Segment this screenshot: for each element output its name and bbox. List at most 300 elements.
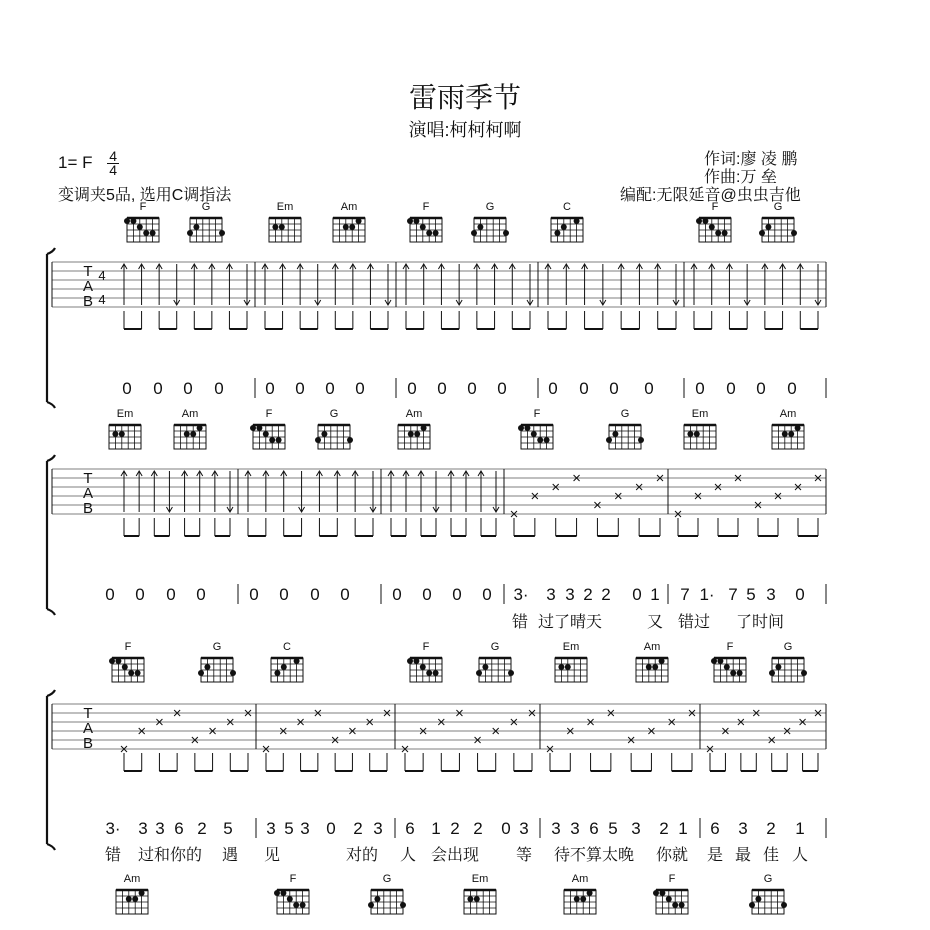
score-system xyxy=(47,408,826,631)
lyric-text: 错 xyxy=(511,614,529,631)
chord-name: G xyxy=(485,201,495,213)
chord-name: G xyxy=(783,641,793,653)
chord-finger-dot xyxy=(474,896,480,902)
chord-finger-dot xyxy=(198,670,204,676)
chord-finger-dot xyxy=(374,896,380,902)
jianpu-note: 3 xyxy=(565,585,575,604)
system-bracket xyxy=(47,690,55,850)
lyric-text: 对的 xyxy=(345,847,379,864)
chord-diagram xyxy=(759,201,797,242)
chord-finger-dot xyxy=(132,896,138,902)
chord-finger-dot xyxy=(128,670,134,676)
composer-credit: 作曲:万 垒 xyxy=(704,169,777,186)
chord-finger-dot xyxy=(349,224,355,230)
jianpu-note: 0 xyxy=(437,379,447,398)
chord-finger-dot xyxy=(477,224,483,230)
jianpu-note: 0 xyxy=(295,379,305,398)
jianpu-note: 0 xyxy=(153,379,163,398)
chord-finger-dot xyxy=(666,896,672,902)
chord-finger-dot xyxy=(476,670,482,676)
chord-finger-dot xyxy=(256,425,262,431)
chord-finger-dot xyxy=(574,896,580,902)
lyric-text: 了时间 xyxy=(735,614,785,631)
chord-diagram xyxy=(684,408,716,449)
chord-finger-dot xyxy=(184,431,190,437)
jianpu-note: 0 xyxy=(265,379,275,398)
score-system xyxy=(47,641,826,864)
chord-name: F xyxy=(124,641,132,653)
chord-name: F xyxy=(139,201,147,213)
chord-finger-dot xyxy=(269,437,275,443)
chord-diagram xyxy=(398,408,430,449)
jianpu-note: 3 xyxy=(519,819,529,838)
chord-finger-dot xyxy=(280,890,286,896)
chord-finger-dot xyxy=(109,658,115,664)
chord-name: F xyxy=(422,201,430,213)
chord-finger-dot xyxy=(638,437,644,443)
lyric-text: 人 xyxy=(399,847,417,864)
chord-finger-dot xyxy=(122,664,128,670)
jianpu-note: 0 xyxy=(166,585,176,604)
chord-diagram xyxy=(471,201,509,242)
jianpu-note: 0 xyxy=(726,379,736,398)
chord-diagram xyxy=(407,201,442,242)
jianpu-note: 0 xyxy=(135,585,145,604)
jianpu-note: 0 xyxy=(467,379,477,398)
chord-name: F xyxy=(422,641,430,653)
chord-finger-dot xyxy=(112,431,118,437)
chord-diagram xyxy=(198,641,236,682)
chord-diagram xyxy=(109,641,144,682)
jianpu-note: 5 xyxy=(746,585,756,604)
jianpu-note: 0 xyxy=(355,379,365,398)
lyric-text: 待不算太晚 xyxy=(553,847,635,864)
chord-finger-dot xyxy=(294,658,300,664)
chord-finger-dot xyxy=(281,664,287,670)
time-sig-top: 4 xyxy=(109,148,118,164)
chord-finger-dot xyxy=(696,218,702,224)
chord-finger-dot xyxy=(190,431,196,437)
tab-clef-letter: T xyxy=(83,263,93,280)
chord-finger-dot xyxy=(467,896,473,902)
chord-finger-dot xyxy=(143,230,149,236)
chord-finger-dot xyxy=(788,431,794,437)
jianpu-note: 3· xyxy=(105,819,121,838)
chord-finger-dot xyxy=(531,431,537,437)
chord-finger-dot xyxy=(544,437,550,443)
jianpu-note: 0 xyxy=(183,379,193,398)
jianpu-note: 1 xyxy=(650,585,660,604)
chord-finger-dot xyxy=(219,230,225,236)
jianpu-note: 3 xyxy=(546,585,556,604)
lyric-text: 过和你的 xyxy=(137,847,203,864)
chord-finger-dot xyxy=(606,437,612,443)
chord-name: Em xyxy=(471,873,489,885)
chord-name: G xyxy=(773,201,783,213)
chord-finger-dot xyxy=(321,431,327,437)
lyric-text: 错 xyxy=(104,847,122,864)
tab-clef-letter: A xyxy=(82,485,94,502)
score-system xyxy=(116,873,787,914)
arranger-credit: 编配:无限延音@虫虫吉他 xyxy=(620,187,801,204)
chord-name: C xyxy=(283,641,291,653)
jianpu-note: 5 xyxy=(608,819,618,838)
chord-finger-dot xyxy=(765,224,771,230)
chord-finger-dot xyxy=(420,224,426,230)
jianpu-note: 3 xyxy=(155,819,165,838)
chord-name: G xyxy=(763,873,773,885)
chord-name: Am xyxy=(340,201,358,213)
chord-finger-dot xyxy=(612,431,618,437)
jianpu-note: 0 xyxy=(214,379,224,398)
chord-finger-dot xyxy=(135,670,141,676)
lyric-text: 等 xyxy=(515,847,533,864)
lyric-text: 错过 xyxy=(677,614,711,631)
chord-finger-dot xyxy=(580,896,586,902)
jianpu-note: 0 xyxy=(795,585,805,604)
chord-finger-dot xyxy=(413,218,419,224)
chord-diagram xyxy=(606,408,644,449)
chord-finger-dot xyxy=(482,664,488,670)
chord-finger-dot xyxy=(414,431,420,437)
jianpu-note: 0 xyxy=(756,379,766,398)
jianpu-note: 3 xyxy=(766,585,776,604)
chord-diagram xyxy=(174,408,206,449)
chord-diagram xyxy=(407,641,442,682)
chord-name: Am xyxy=(571,873,589,885)
chord-name: G xyxy=(201,201,211,213)
chord-finger-dot xyxy=(413,658,419,664)
chord-name: Am xyxy=(779,408,797,420)
chord-finger-dot xyxy=(659,890,665,896)
tab-time-sig-bottom: 4 xyxy=(98,292,106,307)
chord-finger-dot xyxy=(126,896,132,902)
chord-finger-dot xyxy=(356,218,362,224)
chord-finger-dot xyxy=(737,670,743,676)
jianpu-note: 2 xyxy=(601,585,611,604)
chord-finger-dot xyxy=(724,664,730,670)
tab-clef-letter: B xyxy=(82,500,94,517)
chord-name: G xyxy=(620,408,630,420)
chord-finger-dot xyxy=(287,896,293,902)
jianpu-note: 5 xyxy=(223,819,233,838)
chord-finger-dot xyxy=(400,902,406,908)
chord-finger-dot xyxy=(554,230,560,236)
jianpu-note: 0 xyxy=(326,819,336,838)
chord-finger-dot xyxy=(130,218,136,224)
jianpu-note: 0 xyxy=(787,379,797,398)
chord-name: Em xyxy=(116,408,134,420)
chord-finger-dot xyxy=(204,664,210,670)
chord-finger-dot xyxy=(274,890,280,896)
chord-name: F xyxy=(668,873,676,885)
chord-name: Am xyxy=(181,408,199,420)
lyric-text: 人 xyxy=(791,847,809,864)
chord-finger-dot xyxy=(537,437,543,443)
lyric-text: 是 xyxy=(706,847,724,864)
chord-finger-dot xyxy=(653,890,659,896)
chord-diagram xyxy=(333,201,365,242)
jianpu-note: 0 xyxy=(279,585,289,604)
jianpu-note: 3 xyxy=(266,819,276,838)
chord-finger-dot xyxy=(433,230,439,236)
lyric-text: 见 xyxy=(263,847,281,864)
chord-finger-dot xyxy=(702,218,708,224)
chord-finger-dot xyxy=(679,902,685,908)
chord-name: Am xyxy=(643,641,661,653)
jianpu-note: 7 xyxy=(728,585,738,604)
chord-name: Am xyxy=(405,408,423,420)
jianpu-note: 0 xyxy=(579,379,589,398)
jianpu-note: 2 xyxy=(766,819,776,838)
chord-diagram xyxy=(124,201,159,242)
chord-finger-dot xyxy=(565,664,571,670)
chord-finger-dot xyxy=(150,230,156,236)
chord-finger-dot xyxy=(791,230,797,236)
tab-clef-letter: A xyxy=(82,278,94,295)
chord-finger-dot xyxy=(263,431,269,437)
tab-clef-letter: T xyxy=(83,470,93,487)
jianpu-note: 2 xyxy=(583,585,593,604)
chord-finger-dot xyxy=(558,664,564,670)
chord-diagram xyxy=(109,408,141,449)
chord-diagram xyxy=(116,873,148,914)
chord-finger-dot xyxy=(407,658,413,664)
tab-clef-letter: B xyxy=(82,735,94,752)
jianpu-note: 0 xyxy=(497,379,507,398)
jianpu-note: 3· xyxy=(513,585,529,604)
chord-finger-dot xyxy=(347,437,353,443)
chord-finger-dot xyxy=(343,224,349,230)
jianpu-note: 0 xyxy=(644,379,654,398)
lyric-text: 会出现 xyxy=(430,847,480,864)
chord-finger-dot xyxy=(769,670,775,676)
key-label: 1= F xyxy=(58,152,93,172)
chord-diagram xyxy=(271,641,303,682)
score-system xyxy=(47,201,826,408)
chord-finger-dot xyxy=(652,664,658,670)
chord-finger-dot xyxy=(646,664,652,670)
chord-finger-dot xyxy=(276,437,282,443)
chord-diagram xyxy=(476,641,514,682)
chord-finger-dot xyxy=(574,218,580,224)
tab-clef-letter: A xyxy=(82,720,94,737)
jianpu-note: 2 xyxy=(197,819,207,838)
chord-finger-dot xyxy=(587,890,593,896)
chord-finger-dot xyxy=(755,896,761,902)
chord-diagram xyxy=(696,201,731,242)
lyricist-credit: 作词:廖 凌 鹏 xyxy=(704,151,798,168)
chord-diagram xyxy=(564,873,596,914)
jianpu-note: 0 xyxy=(632,585,642,604)
jianpu-note: 0 xyxy=(392,585,402,604)
jianpu-note: 0 xyxy=(695,379,705,398)
jianpu-note: 0 xyxy=(196,585,206,604)
jianpu-note: 2 xyxy=(353,819,363,838)
lyric-text: 遇 xyxy=(221,847,239,864)
chord-diagram xyxy=(772,408,804,449)
chord-diagram xyxy=(274,873,309,914)
chord-finger-dot xyxy=(420,664,426,670)
chord-diagram xyxy=(636,641,668,682)
jianpu-note: 3 xyxy=(300,819,310,838)
chord-finger-dot xyxy=(659,658,665,664)
chord-finger-dot xyxy=(711,658,717,664)
chord-finger-dot xyxy=(524,425,530,431)
chord-name: G xyxy=(382,873,392,885)
chord-finger-dot xyxy=(139,890,145,896)
chord-name: F xyxy=(726,641,734,653)
jianpu-note: 1· xyxy=(699,585,715,604)
jianpu-note: 0 xyxy=(407,379,417,398)
jianpu-note: 3 xyxy=(138,819,148,838)
chord-diagram xyxy=(711,641,746,682)
song-title: 雷雨季节 xyxy=(408,82,521,113)
jianpu-note: 3 xyxy=(570,819,580,838)
chord-finger-dot xyxy=(781,902,787,908)
jianpu-note: 2 xyxy=(450,819,460,838)
chord-finger-dot xyxy=(426,230,432,236)
chord-finger-dot xyxy=(715,230,721,236)
chord-finger-dot xyxy=(300,902,306,908)
chord-finger-dot xyxy=(408,431,414,437)
chord-finger-dot xyxy=(775,664,781,670)
chord-finger-dot xyxy=(137,224,143,230)
chord-name: Em xyxy=(691,408,709,420)
system-bracket xyxy=(47,455,55,615)
chord-finger-dot xyxy=(315,437,321,443)
jianpu-note: 0 xyxy=(105,585,115,604)
chord-name: G xyxy=(212,641,222,653)
tab-time-sig-top: 4 xyxy=(98,268,106,283)
chord-finger-dot xyxy=(187,230,193,236)
chord-name: G xyxy=(329,408,339,420)
jianpu-note: 0 xyxy=(609,379,619,398)
jianpu-note: 6 xyxy=(405,819,415,838)
jianpu-note: 3 xyxy=(373,819,383,838)
chord-finger-dot xyxy=(749,902,755,908)
chord-diagram xyxy=(315,408,353,449)
chord-diagram xyxy=(368,873,406,914)
chord-diagram xyxy=(769,641,807,682)
chord-finger-dot xyxy=(421,425,427,431)
chord-finger-dot xyxy=(119,431,125,437)
jianpu-note: 3 xyxy=(738,819,748,838)
chord-finger-dot xyxy=(709,224,715,230)
chord-finger-dot xyxy=(730,670,736,676)
jianpu-note: 2 xyxy=(473,819,483,838)
jianpu-note: 0 xyxy=(122,379,132,398)
jianpu-note: 6 xyxy=(589,819,599,838)
lyric-text: 佳 xyxy=(762,847,780,864)
chord-finger-dot xyxy=(115,658,121,664)
chord-finger-dot xyxy=(368,902,374,908)
chord-name: F xyxy=(265,408,273,420)
system-bracket xyxy=(47,248,55,408)
jianpu-note: 3 xyxy=(551,819,561,838)
chord-diagram xyxy=(749,873,787,914)
chord-finger-dot xyxy=(230,670,236,676)
chord-finger-dot xyxy=(672,902,678,908)
lyric-text: 又 xyxy=(646,614,664,631)
chord-finger-dot xyxy=(694,431,700,437)
chord-finger-dot xyxy=(471,230,477,236)
chord-finger-dot xyxy=(433,670,439,676)
jianpu-note: 0 xyxy=(325,379,335,398)
chord-name: F xyxy=(711,201,719,213)
time-sig-bottom: 4 xyxy=(109,162,118,178)
chord-name: C xyxy=(563,201,571,213)
capo-note: 变调夹5品, 选用C调指法 xyxy=(58,187,232,204)
chord-finger-dot xyxy=(250,425,256,431)
jianpu-note: 0 xyxy=(422,585,432,604)
jianpu-note: 7 xyxy=(680,585,690,604)
singer-credit: 演唱:柯柯柯啊 xyxy=(408,120,522,140)
chord-finger-dot xyxy=(274,670,280,676)
jianpu-note: 2 xyxy=(659,819,669,838)
chord-finger-dot xyxy=(561,224,567,230)
jianpu-note: 0 xyxy=(452,585,462,604)
chord-finger-dot xyxy=(508,670,514,676)
jianpu-note: 1 xyxy=(795,819,805,838)
chord-diagram xyxy=(250,408,285,449)
chord-name: Em xyxy=(562,641,580,653)
chord-finger-dot xyxy=(801,670,807,676)
chord-diagram xyxy=(187,201,225,242)
chord-finger-dot xyxy=(722,230,728,236)
chord-diagram xyxy=(518,408,553,449)
jianpu-note: 6 xyxy=(710,819,720,838)
jianpu-note: 0 xyxy=(340,585,350,604)
lyric-text: 最 xyxy=(734,847,752,864)
chord-finger-dot xyxy=(518,425,524,431)
tab-clef-letter: T xyxy=(83,705,93,722)
chord-diagram xyxy=(464,873,496,914)
chord-finger-dot xyxy=(407,218,413,224)
jianpu-note: 0 xyxy=(249,585,259,604)
chord-finger-dot xyxy=(795,425,801,431)
chord-diagram xyxy=(269,201,301,242)
chord-name: Am xyxy=(123,873,141,885)
chord-finger-dot xyxy=(687,431,693,437)
lyric-text: 你就 xyxy=(655,847,689,864)
jianpu-note: 1 xyxy=(678,819,688,838)
tab-clef-letter: B xyxy=(82,293,94,310)
chord-diagram xyxy=(555,641,587,682)
jianpu-note: 5 xyxy=(284,819,294,838)
chord-finger-dot xyxy=(124,218,130,224)
jianpu-note: 0 xyxy=(310,585,320,604)
chord-finger-dot xyxy=(717,658,723,664)
chord-finger-dot xyxy=(426,670,432,676)
chord-finger-dot xyxy=(782,431,788,437)
jianpu-note: 1 xyxy=(431,819,441,838)
jianpu-note: 0 xyxy=(482,585,492,604)
jianpu-note: 0 xyxy=(501,819,511,838)
jianpu-note: 0 xyxy=(548,379,558,398)
chord-finger-dot xyxy=(279,224,285,230)
lyric-text: 过了晴天 xyxy=(537,614,603,631)
jianpu-note: 3 xyxy=(631,819,641,838)
chord-name: F xyxy=(289,873,297,885)
chord-finger-dot xyxy=(272,224,278,230)
chord-name: F xyxy=(533,408,541,420)
chord-name: G xyxy=(490,641,500,653)
chord-finger-dot xyxy=(503,230,509,236)
chord-diagram xyxy=(551,201,583,242)
chord-diagram xyxy=(653,873,688,914)
chord-finger-dot xyxy=(759,230,765,236)
